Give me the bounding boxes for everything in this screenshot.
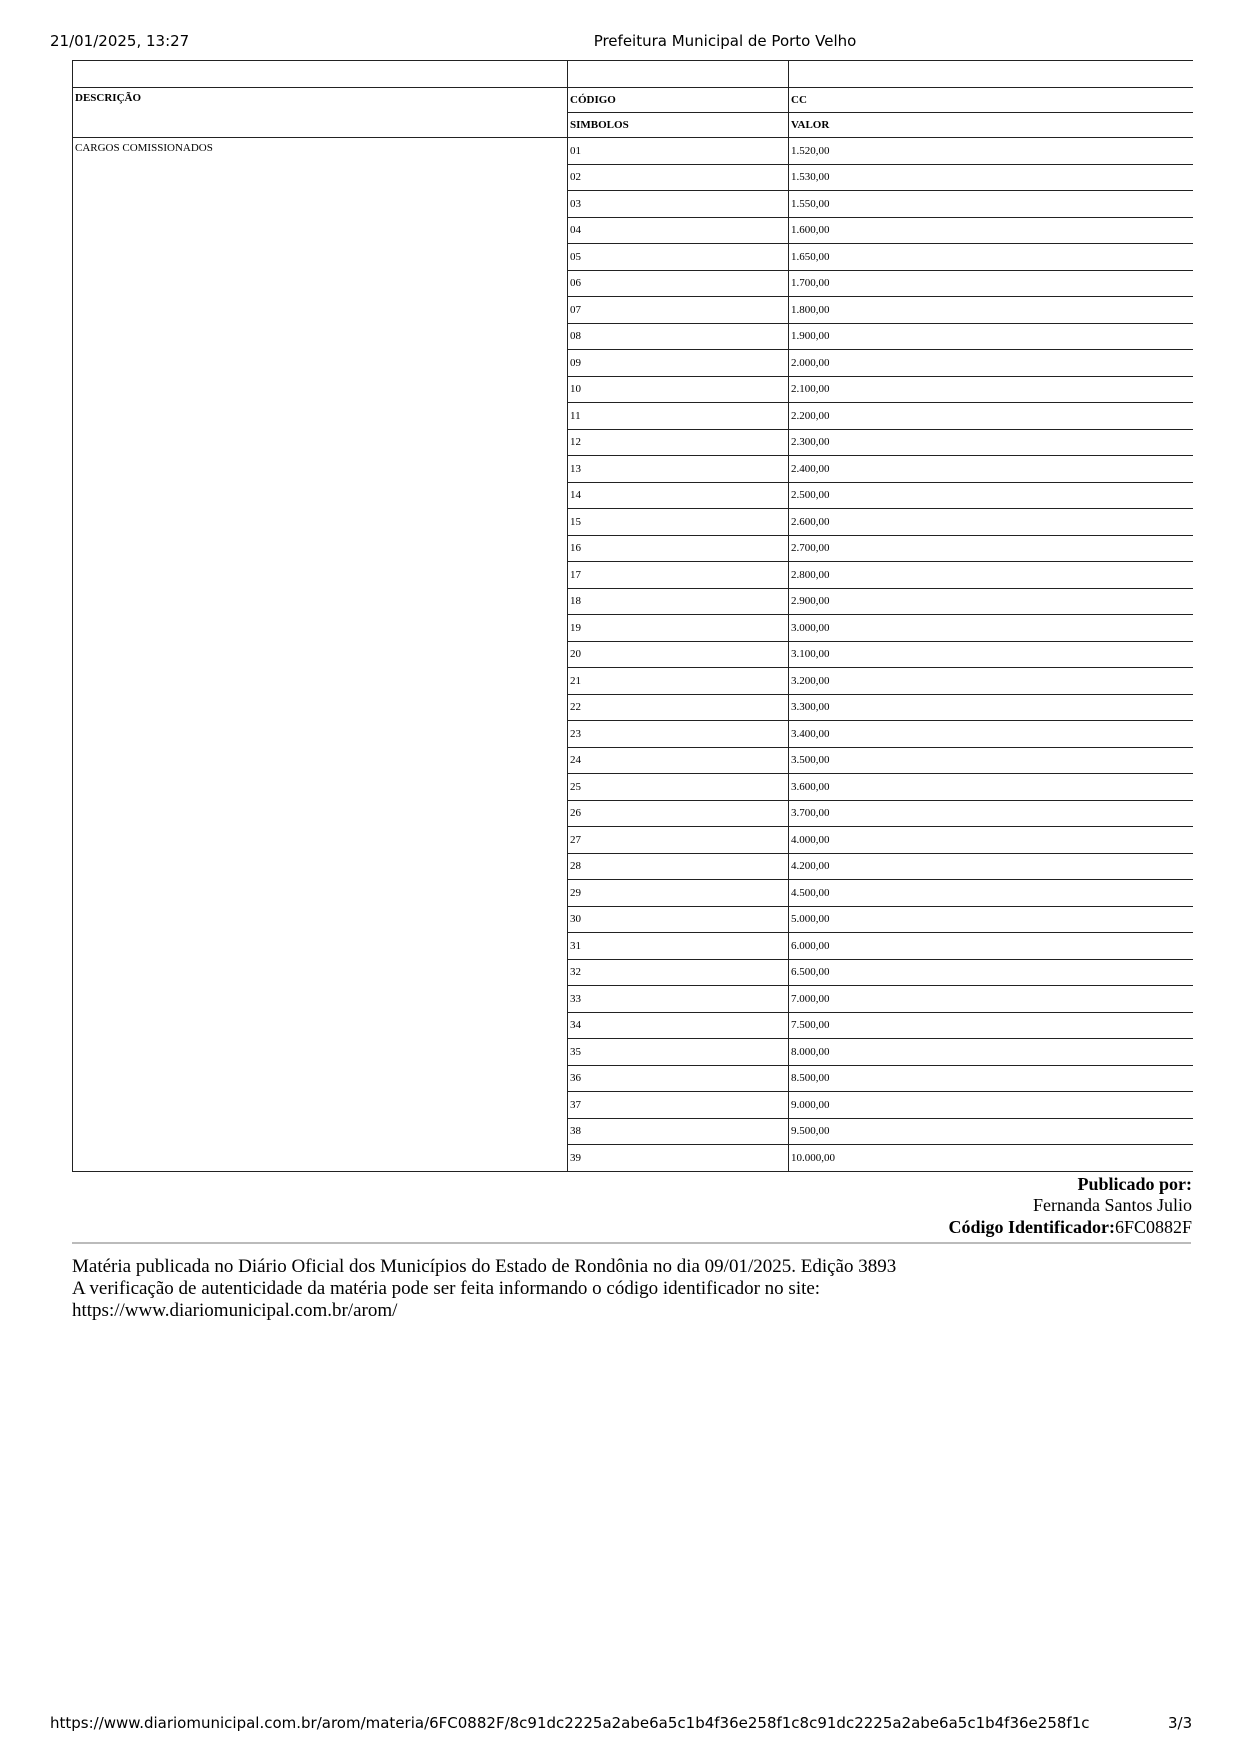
- simbolo-cell: 03: [568, 191, 789, 218]
- valor-cell: 3.500,00: [789, 747, 1193, 774]
- valor-cell: 2.700,00: [789, 535, 1193, 562]
- empty-cell: [789, 61, 1193, 88]
- valor-cell: 4.500,00: [789, 880, 1193, 907]
- valor-cell: 1.650,00: [789, 244, 1193, 271]
- simbolo-cell: 14: [568, 482, 789, 509]
- valor-cell: 2.900,00: [789, 588, 1193, 615]
- simbolo-cell: 22: [568, 694, 789, 721]
- notice-line-2: A verificação de autenticidade da matéria pode ser feita informando o código identificador no site:: [72, 1278, 821, 1299]
- simbolo-cell: 31: [568, 933, 789, 960]
- simbolo-cell: 32: [568, 959, 789, 986]
- valor-cell: 1.530,00: [789, 164, 1193, 191]
- page-title: Prefeitura Municipal de Porto Velho: [593, 32, 857, 50]
- valor-cell: 4.200,00: [789, 853, 1193, 880]
- valor-cell: 6.000,00: [789, 933, 1193, 960]
- simbolo-cell: 38: [568, 1118, 789, 1145]
- print-datetime: 21/01/2025, 13:27: [50, 32, 190, 50]
- identifier-code-label: Código Identificador:: [948, 1217, 1115, 1237]
- publication-notice: [72, 1256, 896, 1322]
- simbolo-cell: 27: [568, 827, 789, 854]
- simbolo-cell: 17: [568, 562, 789, 589]
- valor-cell: 3.000,00: [789, 615, 1193, 642]
- simbolo-cell: 18: [568, 588, 789, 615]
- simbolo-cell: 24: [568, 747, 789, 774]
- simbolo-cell: 19: [568, 615, 789, 642]
- descricao-cell: CARGOS COMISSIONADOS: [73, 138, 568, 1172]
- simbolo-cell: 26: [568, 800, 789, 827]
- valor-cell: 10.000,00: [789, 1145, 1193, 1172]
- simbolo-cell: 01: [568, 138, 789, 165]
- identifier-code-line: [948, 1217, 1192, 1238]
- simbolo-cell: 12: [568, 429, 789, 456]
- valor-cell: 5.000,00: [789, 906, 1193, 933]
- valor-cell: 1.600,00: [789, 217, 1193, 244]
- simbolo-cell: 11: [568, 403, 789, 430]
- simbolo-cell: 09: [568, 350, 789, 377]
- simbolo-cell: 35: [568, 1039, 789, 1066]
- valor-cell: 1.800,00: [789, 297, 1193, 324]
- simbolo-cell: 07: [568, 297, 789, 324]
- salary-table: [72, 60, 1193, 1172]
- header-codigo: CÓDIGO: [568, 88, 789, 113]
- header-simbolos: SIMBOLOS: [568, 113, 789, 138]
- simbolo-cell: 25: [568, 774, 789, 801]
- valor-cell: 8.500,00: [789, 1065, 1193, 1092]
- valor-cell: 4.000,00: [789, 827, 1193, 854]
- valor-cell: 9.500,00: [789, 1118, 1193, 1145]
- valor-cell: 7.000,00: [789, 986, 1193, 1013]
- valor-cell: 1.550,00: [789, 191, 1193, 218]
- valor-cell: 3.100,00: [789, 641, 1193, 668]
- simbolo-cell: 10: [568, 376, 789, 403]
- valor-cell: 1.520,00: [789, 138, 1193, 165]
- valor-cell: 9.000,00: [789, 1092, 1193, 1119]
- simbolo-cell: 06: [568, 270, 789, 297]
- page-number: 3/3: [1168, 1714, 1193, 1732]
- header-cc: CC: [789, 88, 1193, 113]
- footer-url[interactable]: https://www.diariomunicipal.com.br/arom/materia/6FC0882F/8c91dc2225a2abe6a5c1b4f36e258f1c8c91dc2225a2abe6a5c1b4f36e258f1c: [50, 1714, 1090, 1732]
- simbolo-cell: 21: [568, 668, 789, 695]
- valor-cell: 2.200,00: [789, 403, 1193, 430]
- header-valor: VALOR: [789, 113, 1193, 138]
- simbolo-cell: 15: [568, 509, 789, 536]
- valor-cell: 3.200,00: [789, 668, 1193, 695]
- valor-cell: 1.900,00: [789, 323, 1193, 350]
- simbolo-cell: 33: [568, 986, 789, 1013]
- publisher-name: Fernanda Santos Julio: [1033, 1195, 1192, 1215]
- table-row: [73, 138, 1193, 165]
- header-descricao: DESCRIÇÃO: [73, 88, 568, 138]
- valor-cell: 7.500,00: [789, 1012, 1193, 1039]
- valor-cell: 2.000,00: [789, 350, 1193, 377]
- simbolo-cell: 39: [568, 1145, 789, 1172]
- notice-line-1: Matéria publicada no Diário Oficial dos Municípios do Estado de Rondônia no dia 09/01/2025. Edição 3893: [72, 1256, 897, 1277]
- valor-cell: 2.600,00: [789, 509, 1193, 536]
- simbolo-cell: 29: [568, 880, 789, 907]
- valor-cell: 2.500,00: [789, 482, 1193, 509]
- notice-site-link[interactable]: https://www.diariomunicipal.com.br/arom/: [72, 1300, 398, 1321]
- valor-cell: 3.600,00: [789, 774, 1193, 801]
- valor-cell: 2.800,00: [789, 562, 1193, 589]
- simbolo-cell: 08: [568, 323, 789, 350]
- valor-cell: 6.500,00: [789, 959, 1193, 986]
- simbolo-cell: 28: [568, 853, 789, 880]
- valor-cell: 1.700,00: [789, 270, 1193, 297]
- simbolo-cell: 37: [568, 1092, 789, 1119]
- simbolo-cell: 04: [568, 217, 789, 244]
- simbolo-cell: 05: [568, 244, 789, 271]
- valor-cell: 3.300,00: [789, 694, 1193, 721]
- valor-cell: 2.300,00: [789, 429, 1193, 456]
- simbolo-cell: 20: [568, 641, 789, 668]
- valor-cell: 3.400,00: [789, 721, 1193, 748]
- empty-cell: [568, 61, 789, 88]
- simbolo-cell: 30: [568, 906, 789, 933]
- identifier-code: 6FC0882F: [1114, 1217, 1192, 1237]
- simbolo-cell: 34: [568, 1012, 789, 1039]
- valor-cell: 8.000,00: [789, 1039, 1193, 1066]
- simbolo-cell: 02: [568, 164, 789, 191]
- published-by-label: Publicado por:: [1077, 1174, 1192, 1194]
- simbolo-cell: 16: [568, 535, 789, 562]
- empty-cell: [73, 61, 568, 88]
- simbolo-cell: 23: [568, 721, 789, 748]
- divider: [72, 1242, 1191, 1244]
- valor-cell: 3.700,00: [789, 800, 1193, 827]
- simbolo-cell: 13: [568, 456, 789, 483]
- valor-cell: 2.400,00: [789, 456, 1193, 483]
- valor-cell: 2.100,00: [789, 376, 1193, 403]
- simbolo-cell: 36: [568, 1065, 789, 1092]
